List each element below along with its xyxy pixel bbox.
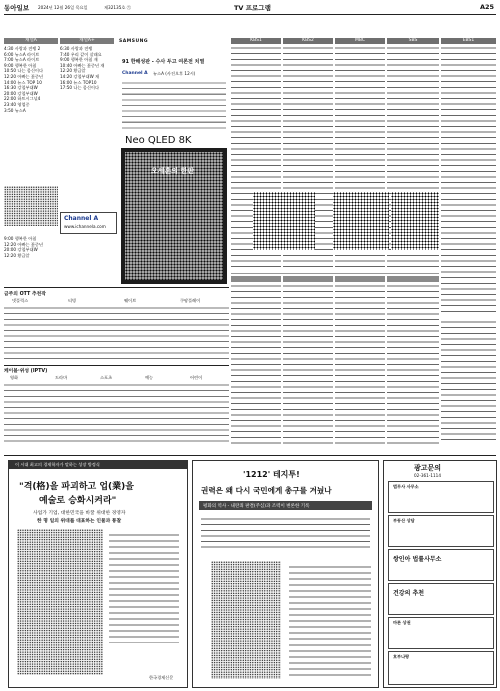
listing-item: 4:30 사랑과 전쟁 2	[4, 46, 41, 51]
samsung-ad	[117, 38, 229, 286]
article-text-block	[122, 81, 226, 129]
classified-item-label: 부동산 상담	[393, 518, 415, 523]
iptv-category: 어린이	[190, 375, 203, 380]
channel-a-listing	[4, 46, 59, 184]
ad-headline-1: "격(格)을 파괴하고 업(業)을	[19, 482, 134, 492]
book-ad-left	[8, 460, 188, 688]
channel-tab-chA: 채널A	[4, 38, 58, 44]
channel-tab-row2-2	[283, 276, 333, 282]
channel-a-url: www.ichannela.com	[64, 224, 106, 229]
listing-item: 16:00 뉴스 TOP10	[60, 79, 97, 85]
listing-item: 7:40 우리 같이 살래요	[60, 51, 102, 57]
page-number: A25	[480, 3, 495, 11]
classified-item-label: 법무사 사무소	[393, 484, 419, 489]
listing-item: 12:20 황금알	[60, 68, 86, 74]
listing-item: 3:50 뉴스A	[4, 107, 26, 113]
listing-item: 14:00 뉴스 TOP 10	[4, 79, 42, 85]
row2-schedule-5	[441, 320, 496, 444]
channel-tab-ebs1: EBS1	[441, 38, 496, 44]
iptv-category: 영화	[10, 375, 19, 380]
channel-tab-chA-plus: 채널A+	[60, 38, 114, 44]
listing-item: 23:40 영업중	[4, 101, 30, 107]
ebs1-schedule	[441, 46, 496, 316]
listing-item: 17:50 나는 몸신이다	[60, 85, 100, 91]
channel-a-plus-listing	[60, 46, 115, 184]
tv-product-name: Neo QLED 8K	[125, 135, 192, 146]
ott-service: 쿠팡플레이	[180, 298, 201, 303]
listing-item: 10:50 나는 몸신이다	[4, 68, 44, 74]
iptv-rule	[4, 365, 229, 366]
classified-item	[388, 481, 494, 513]
ad-sub-1: 사업가 기업, 대한민국을 바꿀 위대한 경영자	[33, 511, 126, 516]
ott-service: 넷플릭스	[12, 298, 29, 303]
listing-item: 14:20 강철부대W 재	[60, 73, 100, 79]
section-title: TV 프로그램	[234, 4, 271, 12]
issue: 제32135호 ㊅	[104, 5, 131, 10]
classified-item-label: 건강의 추천	[393, 590, 425, 597]
iptv-title: 케이블·위성 (IPTV)	[4, 369, 48, 374]
channel-tab-sbs: SBS	[387, 38, 439, 44]
listing-item: 12:20 아빠는 꽃중년	[4, 73, 44, 79]
listing-item: 10:40 아빠는 꽃중년 재	[60, 62, 105, 68]
row2-schedule-3	[335, 284, 385, 444]
classified-item-label: 쌍인아 법률사무소	[393, 556, 442, 563]
classified-item-label: 호부나랑	[393, 654, 410, 659]
ad-mid-tag: '1212' 테지투!	[243, 470, 300, 479]
listing-item: 9:00 행복한 아침	[4, 62, 37, 68]
listing-item: 9:00 행복한 아침	[4, 236, 37, 241]
program-photo-sbs	[391, 192, 439, 250]
book-cover-image	[17, 529, 103, 675]
program-caption: 뉴스A (사진오후 12시)	[153, 71, 196, 76]
classified-item	[388, 617, 494, 649]
masthead-rule	[4, 14, 496, 15]
ott-rule	[4, 287, 229, 288]
ad-publisher: 한국경제신문	[149, 675, 174, 680]
samsung-headline: 91 한해성판 - 수사 두고 여론전 치열	[122, 59, 205, 65]
ad-sub-2: 한 명 일의 위대를 대표하는 인물과 통찰	[37, 519, 122, 524]
channel-tab-kbs2: KBS2	[283, 38, 333, 44]
channel-tab-kbs1: KBS1	[231, 38, 281, 44]
classified-phone: 02-361-1114	[414, 473, 441, 478]
tv-screen	[121, 148, 227, 284]
program-photo-mbc	[333, 192, 389, 250]
channel-a-mini-logo: Channel A	[122, 71, 148, 76]
left-bottom-listing	[4, 236, 114, 286]
listing-item: 12:20 아빠는 꽃중년	[4, 241, 44, 247]
channel-tab-row2-1	[231, 276, 281, 282]
ad-mid-headline: 권력은 왜 다시 국민에게 총구를 겨눴나	[201, 486, 332, 495]
ad-headline-2: 예술로 승화시켜라"	[39, 496, 117, 506]
ott-listing	[4, 306, 229, 360]
program-photo-kbs	[253, 192, 315, 250]
listing-item: 22:00 하트시그널4	[4, 96, 41, 102]
listing-item: 12:20 황금알	[4, 252, 30, 258]
iptv-category: 드라마	[55, 375, 68, 380]
classified-item	[388, 549, 494, 581]
masthead	[4, 3, 496, 13]
program-photo	[4, 186, 58, 226]
iptv-category: 스포츠	[100, 375, 113, 380]
ott-service: 티빙	[68, 298, 77, 303]
channel-a-logo: Channel A	[64, 215, 99, 222]
show-title: 오세훈의 한판	[151, 167, 195, 175]
ad-mid-side-text	[289, 565, 371, 677]
iptv-table	[4, 375, 229, 445]
classified-item	[388, 515, 494, 547]
samsung-brand: SAMSUNG	[119, 39, 149, 44]
listing-item: 6:00 뉴스A 라이브	[4, 51, 40, 57]
listing-item: 20:00 강철부대W	[4, 90, 38, 96]
book-ad-mid	[192, 460, 379, 688]
ad-mid-book-image	[211, 561, 281, 679]
ad-body-text	[109, 533, 179, 643]
channel-tab-mbc: MBC	[335, 38, 385, 44]
date: 2024년 12월 26일 목요일	[38, 5, 88, 10]
ad-mid-body	[201, 517, 370, 551]
listing-item: 16:30 강철부대W	[4, 85, 38, 91]
ott-table	[4, 298, 229, 362]
listing-item: 9:00 행복한 아침 재	[60, 57, 98, 63]
iptv-category: 예능	[145, 375, 154, 380]
ott-service: 웨이브	[124, 298, 137, 303]
listing-item: 20:00 강철부대W	[4, 247, 38, 253]
ads-rule	[4, 455, 496, 456]
classified-item-label: 마른 상권	[393, 620, 411, 625]
channel-a-logo-box	[60, 212, 117, 234]
iptv-listing	[4, 383, 229, 443]
classified-item	[388, 651, 494, 685]
ad-mid-band-text: 평화의 역사 - 내란죄 판결(주심)과 조력이 변론한 기록	[203, 503, 310, 509]
classified-item	[388, 583, 494, 615]
channel-tab-row2-4	[387, 276, 439, 282]
row-divider	[231, 273, 439, 274]
row2-schedule-2	[283, 284, 333, 444]
row2-schedule-4	[387, 284, 439, 444]
row2-schedule-1	[231, 284, 281, 444]
paper-name: 동아일보	[4, 4, 30, 12]
channel-tab-row2-3	[335, 276, 385, 282]
listing-item: 6:30 사랑과 전쟁	[60, 46, 93, 51]
ott-title: 금주의 OTT 추천작	[4, 292, 46, 297]
ad-top-text: 이 시대 최고의 경제학자가 말하는 성장 방정식	[15, 462, 100, 467]
classified-title: 광고문의	[414, 464, 442, 472]
classified-ads	[383, 460, 497, 688]
listing-item: 7:00 뉴스A 라이브	[4, 57, 40, 63]
